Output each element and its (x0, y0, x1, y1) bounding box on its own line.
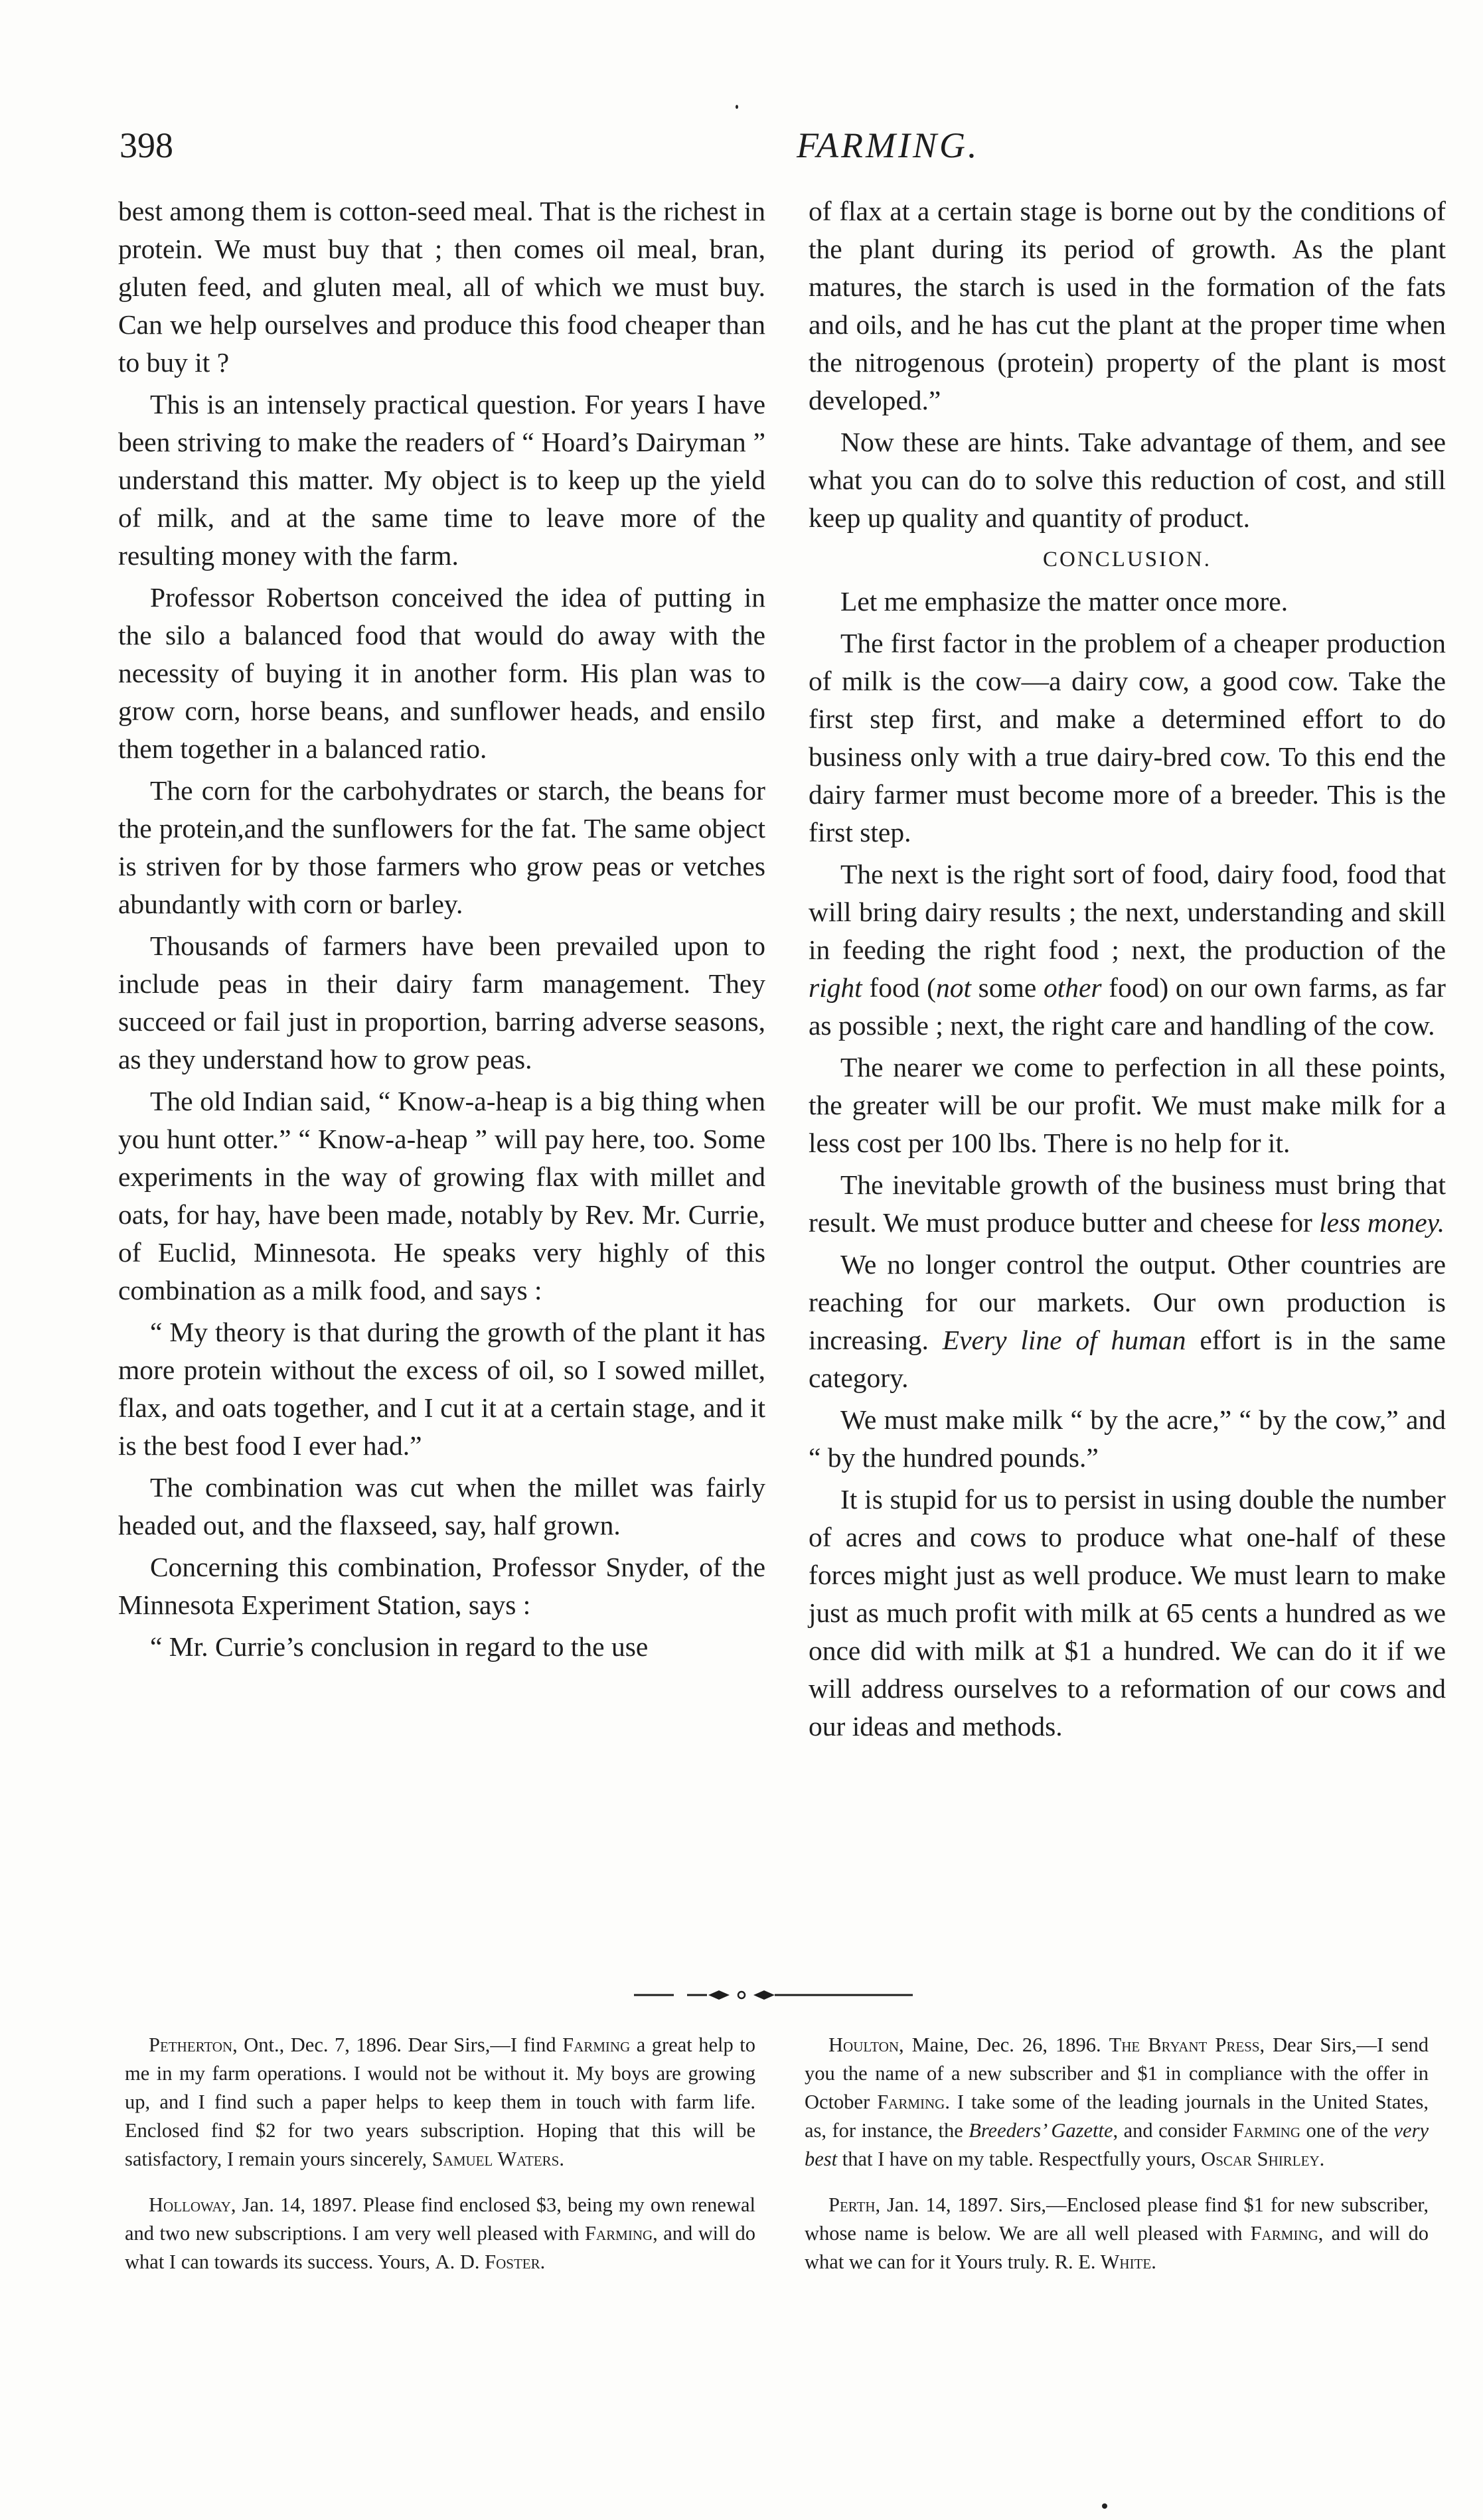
text-run: effort is in the same category. (809, 1325, 1446, 1393)
text-run: . I take some of the leading journals in the United States, as, for instance, the (805, 2091, 1429, 2142)
paragraph: The combination was cut when the millet was fairly headed out, and the flaxseed, say, half grown. (118, 1472, 765, 1540)
paragraph: The corn for the carbohydrates or starch, the beans for the protein,and the sunflowers for the fat. The same object is striven for by those farmers who grow peas or vetches abundantly with corn or barley. (118, 775, 765, 919)
paragraph: This is an intensely practical question. For years I have been striving to make the readers of “ Hoard’s Dairyman ” understand this matter. My object is to keep up the yield of milk, and at the same time to leave more of the resulting money with the farm. (118, 389, 765, 571)
text-run: , Jan. 14, 1897. Sirs,—Enclosed please find $1 for new subscriber, whose name is below. We are all well pleased with (805, 2193, 1429, 2245)
paragraph: The first factor in the problem of a cheaper production of milk is the cow—a dairy cow, a good cow. Take the first step first, and make a determined effort to do business only with a true dairy-bred cow. To this end the dairy farmer must become more of a breeder. This is the first step. (809, 628, 1446, 848)
text-run: food ( (862, 972, 936, 1003)
paragraph: It is stupid for us to persist in using double the number of acres and cows to produce what one-half of these forces might just as well produce. We must learn to make just as much profit with milk at 65 cents a hundred as we once did with milk at $1 a hundred. We can do it if we will address ourselves to a reformation of our cows and our ideas and methods. (809, 1484, 1446, 1742)
letter-place: Petherton (149, 2034, 233, 2056)
page-header (113, 119, 1374, 173)
text-run: a great help to me in my farm operations. I would not be without it. My boys are growing up, and I find such a paper helps to keep them in touch with farm life. Enclosed find $2 for two years subscription. Hoping that this will be satisfactory, I remain yours sincerely, (125, 2034, 755, 2170)
paragraph: best among them is cotton-seed meal. That is the richest in protein. We must buy that ; then comes oil meal, bran, gluten feed, and gluten meal, all of which we must buy. Can we help ourselves and produce this food cheaper than to buy it ? (118, 196, 765, 378)
right-column (809, 192, 1446, 1749)
letter-signature: R. E. White. (1054, 2251, 1156, 2273)
section-divider (634, 1988, 913, 2002)
text-run: , and will do what we can for it Yours truly. (805, 2222, 1429, 2273)
text-run: The inevitable growth of the business must bring that result. We must produce butter and cheese for (809, 1169, 1446, 1238)
text-run: some (971, 972, 1044, 1003)
paragraph: Let me emphasize the matter once more. (840, 586, 1288, 617)
paragraph: Concerning this combination, Professor Snyder, of the Minnesota Experiment Station, says : (118, 1552, 765, 1620)
quote-paragraph: “ Mr. Currie’s conclusion in regard to the use (150, 1631, 649, 1662)
text-run: , and will do what I can towards its success. Yours, (125, 2222, 755, 2273)
italic-run: less money. (1319, 1207, 1445, 1238)
text-run: , Maine, Dec. 26, 1896. (899, 2034, 1109, 2056)
text-run: We no longer control the output. Other countries are reaching for our markets. Our own production is increasing. (809, 1249, 1446, 1355)
conclusion-heading: CONCLUSION. (1043, 548, 1211, 571)
letter-signature: A. D. Foster. (435, 2251, 546, 2273)
letter-foster (125, 2191, 755, 2276)
paragraph: The old Indian said, “ Know-a-heap is a big thing when you hunt otter.” “ Know-a-heap ” will pay here, too. Some experiments in the way of growing flax with millet and oats, for hay, have been made, notably by Rev. Mr. Currie, of Euclid, Minnesota. He speaks very highly of this combination as a milk food, and says : (118, 1086, 765, 1305)
letter-signature: Oscar Shirley. (1201, 2148, 1325, 2170)
left-column (118, 192, 765, 1670)
running-title: FARMING. (797, 125, 980, 165)
paragraph: We must make milk “ by the acre,” “ by the cow,” and “ by the hundred pounds.” (809, 1404, 1446, 1473)
publication-name: Farming (1232, 2119, 1301, 2142)
print-speck (736, 105, 738, 109)
publication-name: Farming (1250, 2222, 1318, 2245)
text-run: one of the (1300, 2119, 1394, 2142)
paragraph: of flax at a certain stage is borne out by the conditions of the plant during its period of growth. As the plant matures, the starch is used in the formation of the fats and oils, and he has cut the plant at the proper time when the nitrogenous (protein) property of the plant is most developed.” (809, 196, 1446, 415)
text-run: The next is the right sort of food, dairy food, food that will bring dairy results ; the next, understanding and skill in feeding the right food ; next, the production of the (809, 859, 1446, 965)
italic-run: other (1043, 972, 1102, 1003)
italic-run: right (809, 972, 862, 1003)
publication-name: Farming (585, 2222, 653, 2245)
italic-run: not (935, 972, 971, 1003)
letter-place: Holloway (149, 2193, 231, 2216)
italic-run: very best (805, 2119, 1429, 2170)
text-run: , and consider (1113, 2119, 1233, 2142)
letter-place: Perth (828, 2193, 876, 2216)
quote-paragraph: “ My theory is that during the growth of the plant it has more protein without the excess of oil, so I sowed millet, flax, and oats together, and I cut it at a certain stage, and it is the best food I ever had.” (118, 1317, 765, 1461)
letter-waters (125, 2031, 755, 2174)
paragraph: The nearer we come to perfection in all these points, the greater will be our profit. We must make milk for a less cost per 100 lbs. There is no help for it. (809, 1052, 1446, 1158)
text-run: , Dear Sirs,—I send you the name of a new subscriber and $1 in compliance with the offer in October (805, 2034, 1429, 2113)
letter-signature: Samuel Waters. (431, 2148, 564, 2170)
publication-name: Farming (877, 2091, 945, 2113)
letter-shirley (805, 2031, 1429, 2174)
paragraph: Professor Robertson conceived the idea of putting in the silo a balanced food that would do away with the necessity of buying it in another form. His plan was to grow corn, horse beans, and sunflower heads, and ensilo them together in a balanced ratio. (118, 582, 765, 764)
page-number: 398 (119, 125, 173, 165)
paragraph (809, 1166, 1446, 1242)
paragraph: Thousands of farmers have been prevailed upon to include peas in their dairy farm management. They succeed or fail just in proportion, barring adverse seasons, as they understand how to grow peas. (118, 930, 765, 1075)
paragraph: Now these are hints. Take advantage of them, and see what you can do to solve this reduction of cost, and still keep up quality and quantity of product. (809, 427, 1446, 533)
letters-left-column (125, 2031, 755, 2294)
print-speck (1102, 2503, 1107, 2509)
text-run: , Ont., Dec. 7, 1896. Dear Sirs,—I find (232, 2034, 563, 2056)
italic-run: Breeders’ Gazette (969, 2119, 1113, 2142)
letters-right-column (805, 2031, 1429, 2294)
italic-run: Every line of human (942, 1325, 1186, 1355)
letter-white (805, 2191, 1429, 2276)
text-run: that I have on my table. Respectfully yours, (837, 2148, 1202, 2170)
text-run: food) on our own farms, as far as possible ; next, the right care and handling of the cow. (809, 972, 1446, 1041)
publication-name: The Bryant Press (1109, 2034, 1260, 2056)
paragraph (809, 855, 1446, 1045)
paragraph (809, 1246, 1446, 1397)
publication-name: Farming (562, 2034, 631, 2056)
letter-place: Houlton (828, 2034, 899, 2056)
text-run: , Jan. 14, 1897. Please find enclosed $3, being my own renewal and two new subscriptions. I am very well pleased with (125, 2193, 755, 2245)
